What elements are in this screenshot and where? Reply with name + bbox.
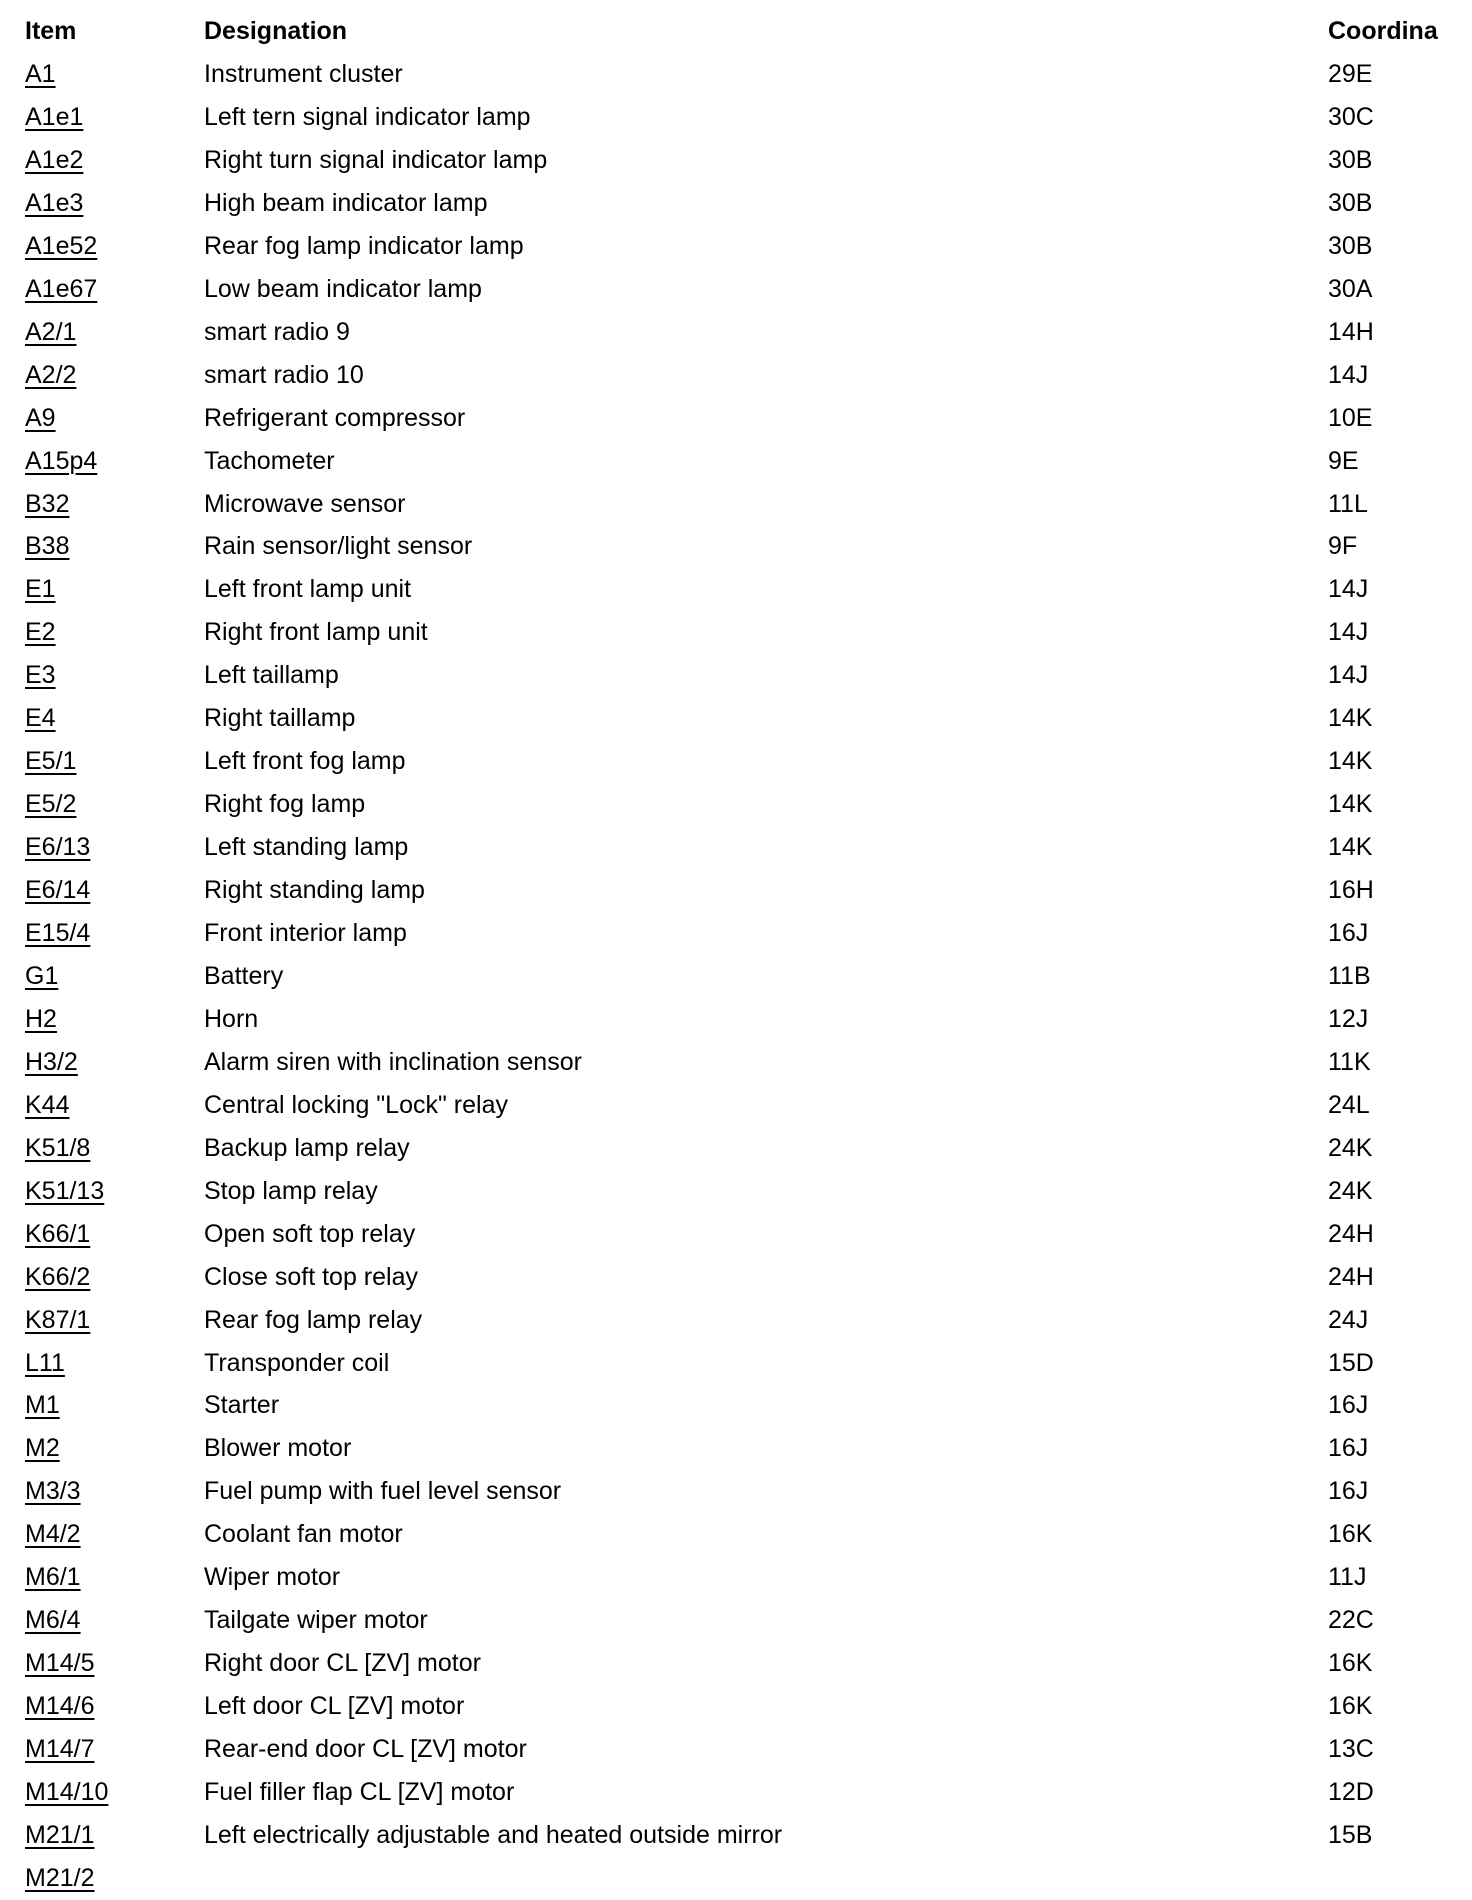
coordinate-cell: 14J — [1328, 360, 1369, 389]
table-row — [0, 826, 1472, 869]
table-row — [0, 1857, 1472, 1900]
coordinate-cell: 16J — [1328, 1434, 1369, 1463]
coordinate-cell: 12J — [1328, 1004, 1369, 1033]
item-cell — [25, 568, 195, 611]
table-row — [0, 397, 1472, 440]
item-link[interactable]: B32 — [25, 489, 70, 518]
coordinate-cell: 24H — [1328, 1219, 1374, 1248]
table-row — [0, 912, 1472, 955]
table-row — [0, 955, 1472, 998]
coordinate-cell: 14K — [1328, 833, 1373, 862]
designation-cell: Left electrically adjustable and heated outside mirror — [204, 1820, 783, 1849]
designation-cell: smart radio 9 — [204, 317, 350, 346]
coordinate-cell: 24H — [1328, 1262, 1374, 1291]
coordinate-cell: 16J — [1328, 1477, 1369, 1506]
table-row — [0, 1470, 1472, 1513]
designation-cell: Blower motor — [204, 1434, 352, 1463]
table-row — [0, 311, 1472, 354]
table-row — [0, 525, 1472, 568]
item-link[interactable]: E5/2 — [25, 790, 77, 819]
designation-cell: Backup lamp relay — [204, 1133, 410, 1162]
item-link[interactable]: M14/5 — [25, 1649, 95, 1678]
table-row — [0, 654, 1472, 697]
item-link[interactable]: E1 — [25, 575, 56, 604]
designation-cell: Microwave sensor — [204, 489, 406, 518]
item-link[interactable]: K51/13 — [25, 1176, 105, 1205]
item-link[interactable]: M21/2 — [25, 1863, 95, 1892]
item-link[interactable]: E5/1 — [25, 747, 77, 776]
table-row — [0, 1084, 1472, 1127]
table-row — [0, 182, 1472, 225]
coordinate-cell: 16K — [1328, 1649, 1373, 1678]
coordinate-cell: 11K — [1328, 1047, 1371, 1076]
table-row — [0, 869, 1472, 912]
item-cell — [25, 869, 195, 912]
item-link[interactable]: K87/1 — [25, 1305, 91, 1334]
table-row — [0, 1299, 1472, 1342]
table-row — [0, 440, 1472, 483]
table-row — [0, 1256, 1472, 1299]
coordinate-cell: 14K — [1328, 704, 1373, 733]
header-coordinates: Coordina — [1328, 17, 1438, 45]
coordinate-cell: 24J — [1328, 1305, 1369, 1334]
item-cell — [25, 311, 195, 354]
designation-cell: Instrument cluster — [204, 60, 403, 88]
designation-cell — [204, 1857, 1304, 1900]
table-row — [0, 1213, 1472, 1256]
table-row — [0, 1170, 1472, 1213]
designation-cell: Left door CL [ZV] motor — [204, 1692, 465, 1721]
item-cell — [25, 1728, 195, 1771]
coordinate-cell: 24L — [1328, 1090, 1370, 1119]
coordinate-cell: 30B — [1328, 188, 1373, 217]
designation-cell: Open soft top relay — [204, 1219, 416, 1248]
designation-cell: Fuel pump with fuel level sensor — [204, 1477, 562, 1506]
item-cell — [25, 955, 195, 998]
item-link[interactable]: M14/7 — [25, 1735, 95, 1764]
item-cell — [25, 139, 195, 182]
item-link[interactable]: E4 — [25, 704, 56, 733]
item-link[interactable]: K44 — [25, 1090, 70, 1119]
item-cell — [25, 397, 195, 440]
item-link[interactable]: K51/8 — [25, 1133, 91, 1162]
item-link[interactable]: A1e2 — [25, 145, 84, 174]
designation-cell: Right front lamp unit — [204, 618, 428, 647]
designation-cell: Right taillamp — [204, 704, 356, 733]
designation-cell: Transponder coil — [204, 1348, 390, 1377]
designation-cell: Alarm siren with inclination sensor — [204, 1047, 582, 1076]
item-cell — [25, 1256, 195, 1299]
table-row — [0, 53, 1472, 96]
coordinate-cell: 24K — [1328, 1176, 1373, 1205]
item-cell — [25, 1556, 195, 1599]
item-cell — [25, 182, 195, 225]
table-row — [0, 697, 1472, 740]
item-link[interactable]: A1 — [25, 60, 56, 88]
coordinate-cell: 24K — [1328, 1133, 1373, 1162]
designation-cell: Refrigerant compressor — [204, 403, 466, 432]
item-link[interactable]: A1e1 — [25, 102, 84, 131]
item-cell — [25, 1299, 195, 1342]
item-link[interactable]: H3/2 — [25, 1047, 78, 1076]
coordinate-cell: 14J — [1328, 618, 1369, 647]
coordinate-cell: 14J — [1328, 661, 1369, 690]
item-link[interactable]: A2/1 — [25, 317, 77, 346]
table-row — [0, 1427, 1472, 1470]
item-cell — [25, 268, 195, 311]
item-cell — [25, 1771, 195, 1814]
item-cell — [25, 525, 195, 568]
coordinate-cell: 16K — [1328, 1520, 1373, 1549]
item-link[interactable]: G1 — [25, 961, 59, 990]
designation-cell: Left taillamp — [204, 661, 339, 690]
coordinate-cell: 9F — [1328, 532, 1358, 561]
coordinate-cell: 12D — [1328, 1778, 1374, 1806]
designation-cell: Rear fog lamp indicator lamp — [204, 231, 524, 260]
item-link[interactable]: A1e3 — [25, 188, 84, 217]
designation-cell: Wiper motor — [204, 1563, 341, 1592]
designation-cell: Tachometer — [204, 446, 335, 475]
item-link[interactable]: A2/2 — [25, 360, 77, 389]
item-link[interactable]: M1 — [25, 1391, 60, 1420]
item-link[interactable]: A9 — [25, 403, 56, 432]
table-row — [0, 1599, 1472, 1642]
item-link[interactable]: B38 — [25, 532, 70, 561]
designation-cell: smart radio 10 — [204, 360, 364, 389]
item-link[interactable]: K66/2 — [25, 1262, 91, 1291]
designation-cell: High beam indicator lamp — [204, 188, 488, 217]
coordinate-cell: 14H — [1328, 317, 1374, 346]
item-cell — [25, 1685, 195, 1728]
table-row — [0, 1556, 1472, 1599]
coordinate-cell: 10E — [1328, 403, 1373, 432]
item-cell — [25, 440, 195, 483]
coordinate-cell: 29E — [1328, 60, 1373, 88]
item-cell — [25, 654, 195, 697]
item-cell — [25, 1427, 195, 1470]
coordinate-cell — [1328, 1857, 1472, 1900]
coordinate-cell: 11B — [1328, 961, 1371, 990]
item-link[interactable]: M6/4 — [25, 1606, 81, 1635]
header-designation: Designation — [204, 17, 348, 45]
coordinate-cell: 11J — [1328, 1563, 1367, 1592]
item-cell — [25, 1041, 195, 1084]
coordinate-cell: 30B — [1328, 231, 1373, 260]
coordinate-cell: 14J — [1328, 575, 1369, 604]
table-row — [0, 1041, 1472, 1084]
item-link[interactable]: A1e52 — [25, 231, 98, 260]
coordinate-cell: 30B — [1328, 145, 1373, 174]
table-row — [0, 1342, 1472, 1385]
table-row — [0, 1728, 1472, 1771]
table-row — [0, 225, 1472, 268]
designation-cell: Front interior lamp — [204, 919, 407, 947]
header-item: Item — [25, 17, 77, 45]
item-cell — [25, 1342, 195, 1385]
designation-cell: Fuel filler flap CL [ZV] motor — [204, 1778, 515, 1806]
coordinate-cell: 14K — [1328, 790, 1373, 819]
coordinate-cell: 14K — [1328, 747, 1373, 776]
item-cell — [25, 1213, 195, 1256]
item-link[interactable]: E15/4 — [25, 919, 91, 947]
item-link[interactable]: A1e67 — [25, 274, 98, 303]
item-cell — [25, 1599, 195, 1642]
item-cell — [25, 740, 195, 783]
item-cell — [25, 1127, 195, 1170]
designation-cell: Rain sensor/light sensor — [204, 532, 473, 561]
table-row — [0, 483, 1472, 526]
item-cell — [25, 611, 195, 654]
table-row — [0, 1384, 1472, 1427]
table-header — [0, 10, 1472, 53]
designation-cell: Close soft top relay — [204, 1262, 418, 1291]
table-row — [0, 268, 1472, 311]
coordinate-cell: 11L — [1328, 489, 1368, 518]
table-row — [0, 1127, 1472, 1170]
table-row — [0, 354, 1472, 397]
item-cell — [25, 354, 195, 397]
item-link[interactable]: M14/10 — [25, 1778, 109, 1806]
table-row — [0, 568, 1472, 611]
item-cell — [25, 1814, 195, 1857]
item-link[interactable]: M2 — [25, 1434, 60, 1463]
coordinate-cell: 16K — [1328, 1692, 1373, 1721]
designation-cell: Horn — [204, 1004, 259, 1033]
item-link[interactable]: M6/1 — [25, 1563, 81, 1592]
designation-cell: Right door CL [ZV] motor — [204, 1649, 481, 1678]
item-link[interactable]: M3/3 — [25, 1477, 81, 1506]
item-link[interactable]: E2 — [25, 618, 56, 647]
designation-cell: Rear fog lamp relay — [204, 1305, 423, 1334]
designation-cell: Left front fog lamp — [204, 747, 406, 776]
designation-cell: Central locking "Lock" relay — [204, 1090, 508, 1119]
item-cell — [25, 912, 195, 955]
designation-cell: Stop lamp relay — [204, 1176, 378, 1205]
table-row — [0, 998, 1472, 1041]
table-row — [0, 1814, 1472, 1857]
designation-cell: Right fog lamp — [204, 790, 366, 819]
designation-cell: Left standing lamp — [204, 833, 409, 862]
coordinate-cell: 30A — [1328, 274, 1373, 303]
designation-cell: Coolant fan motor — [204, 1520, 403, 1549]
item-link[interactable]: K66/1 — [25, 1219, 91, 1248]
designation-cell: Starter — [204, 1391, 280, 1420]
table-row — [0, 96, 1472, 139]
item-cell — [25, 1470, 195, 1513]
designation-cell: Left front lamp unit — [204, 575, 412, 604]
coordinate-cell: 15D — [1328, 1348, 1374, 1377]
item-link[interactable]: L11 — [25, 1348, 65, 1377]
item-cell — [25, 1857, 195, 1900]
item-link[interactable]: A15p4 — [25, 446, 98, 475]
item-cell — [25, 1384, 195, 1427]
table-row — [0, 139, 1472, 182]
coordinate-cell: 9E — [1328, 446, 1359, 475]
designation-cell: Rear-end door CL [ZV] motor — [204, 1735, 527, 1764]
designation-cell: Battery — [204, 961, 284, 990]
item-cell — [25, 483, 195, 526]
item-link[interactable]: E6/13 — [25, 833, 91, 862]
item-link[interactable]: E3 — [25, 661, 56, 690]
item-link[interactable]: H2 — [25, 1004, 57, 1033]
item-cell — [25, 1513, 195, 1556]
item-cell — [25, 96, 195, 139]
item-link[interactable]: M4/2 — [25, 1520, 81, 1549]
item-cell — [25, 697, 195, 740]
designation-cell: Right turn signal indicator lamp — [204, 145, 548, 174]
coordinate-cell: 22C — [1328, 1606, 1374, 1635]
coordinate-cell: 16H — [1328, 876, 1374, 905]
coordinate-cell: 16J — [1328, 1391, 1369, 1420]
item-link[interactable]: M14/6 — [25, 1692, 95, 1721]
designation-cell: Tailgate wiper motor — [204, 1606, 428, 1635]
table-row — [0, 783, 1472, 826]
item-cell — [25, 225, 195, 268]
item-cell — [25, 826, 195, 869]
item-cell — [25, 783, 195, 826]
item-cell — [25, 998, 195, 1041]
coordinate-cell: 30C — [1328, 102, 1374, 131]
designation-cell: Low beam indicator lamp — [204, 274, 482, 303]
coordinate-cell: 16J — [1328, 919, 1369, 947]
table-row — [0, 740, 1472, 783]
item-cell — [25, 1642, 195, 1685]
table-row — [0, 1513, 1472, 1556]
item-link[interactable]: E6/14 — [25, 876, 91, 905]
item-cell — [25, 53, 195, 96]
designation-cell: Left tern signal indicator lamp — [204, 102, 531, 131]
table-row — [0, 1685, 1472, 1728]
coordinate-cell: 15B — [1328, 1820, 1373, 1849]
coordinate-cell: 13C — [1328, 1735, 1374, 1764]
table-row — [0, 1642, 1472, 1685]
table-row — [0, 1771, 1472, 1814]
item-cell — [25, 1084, 195, 1127]
item-cell — [25, 1170, 195, 1213]
item-link[interactable]: M21/1 — [25, 1820, 95, 1849]
designation-cell: Right standing lamp — [204, 876, 425, 905]
table-row — [0, 611, 1472, 654]
